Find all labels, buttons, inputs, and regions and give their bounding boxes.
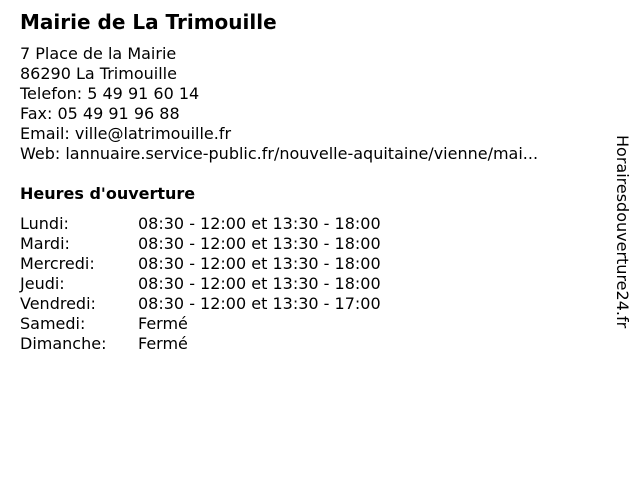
time-value: 08:30 - 12:00 et 13:30 - 18:00: [138, 214, 381, 233]
email-address: Email: ville@latrimouille.fr: [20, 124, 232, 143]
postal-city: 86290 La Trimouille: [20, 64, 177, 83]
address-block: [20, 44, 538, 164]
phone-number: Telefon: 5 49 91 60 14: [20, 84, 200, 103]
day-label: Dimanche:: [20, 334, 107, 353]
fax-number: Fax: 05 49 91 96 88: [20, 104, 180, 123]
day-label: Jeudi:: [20, 274, 65, 293]
time-value: 08:30 - 12:00 et 13:30 - 17:00: [138, 294, 381, 313]
time-value: 08:30 - 12:00 et 13:30 - 18:00: [138, 274, 381, 293]
opening-hours-heading: Heures d'ouverture: [20, 184, 196, 203]
day-label: Vendredi:: [20, 294, 96, 313]
time-value: 08:30 - 12:00 et 13:30 - 18:00: [138, 234, 381, 253]
time-value: 08:30 - 12:00 et 13:30 - 18:00: [138, 254, 381, 273]
website-url: Web: lannuaire.service-public.fr/nouvelle-aquitaine/vienne/mai...: [20, 144, 539, 163]
site-watermark: Horairesdouverture24.fr: [613, 135, 632, 329]
time-value: Fermé: [138, 334, 188, 353]
street-address: 7 Place de la Mairie: [20, 44, 177, 63]
day-label: Mardi:: [20, 234, 70, 253]
day-label: Mercredi:: [20, 254, 95, 273]
day-label: Lundi:: [20, 214, 69, 233]
page-title: Mairie de La Trimouille: [20, 10, 277, 34]
day-label: Samedi:: [20, 314, 86, 333]
time-value: Fermé: [138, 314, 188, 333]
